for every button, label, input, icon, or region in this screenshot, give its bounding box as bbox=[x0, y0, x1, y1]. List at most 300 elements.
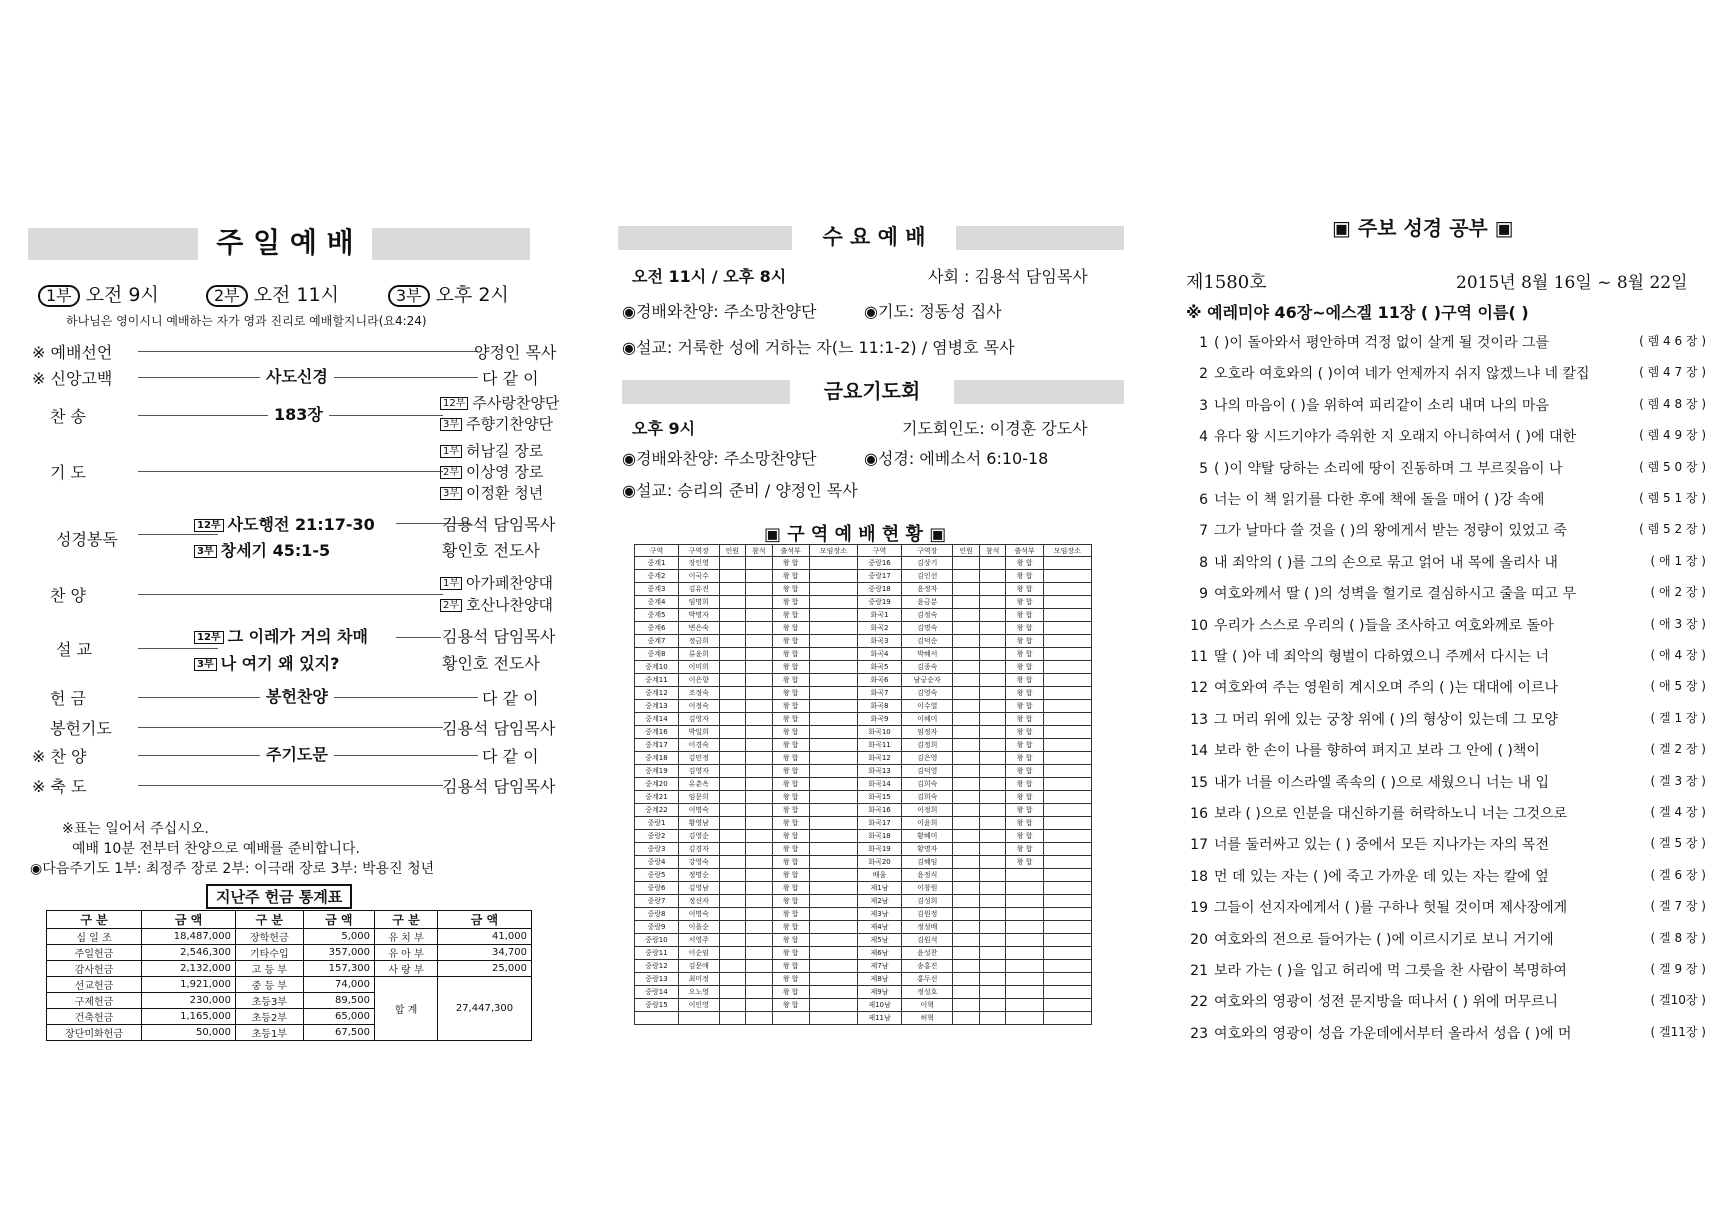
district-roll: 왕 합 bbox=[772, 739, 809, 752]
district-attend bbox=[746, 765, 773, 778]
order-right-line bbox=[440, 594, 553, 615]
district-row bbox=[635, 908, 1092, 921]
district-place bbox=[1043, 856, 1091, 869]
service-time-2-text: 오전 11시 bbox=[253, 284, 339, 306]
district-count bbox=[719, 921, 746, 934]
study-question bbox=[1186, 489, 1706, 509]
district-row bbox=[635, 934, 1092, 947]
question-number: 3 bbox=[1199, 397, 1208, 414]
district-count bbox=[953, 973, 980, 986]
district-name: 중계1 bbox=[635, 557, 679, 570]
district-attend bbox=[979, 583, 1006, 596]
district-roll: 왕 합 bbox=[1006, 791, 1043, 804]
district-place bbox=[809, 713, 857, 726]
district-attend bbox=[746, 817, 773, 830]
district-leader: 김희숙 bbox=[902, 778, 953, 791]
district-roll: 왕 합 bbox=[1006, 557, 1043, 570]
district-count bbox=[719, 739, 746, 752]
district-attend bbox=[979, 999, 1006, 1012]
district-leader: 이을순 bbox=[678, 921, 719, 934]
district-leader: 김문애 bbox=[678, 960, 719, 973]
district-count bbox=[719, 713, 746, 726]
district-count bbox=[953, 856, 980, 869]
district-leader: 이은향 bbox=[678, 674, 719, 687]
district-roll: 왕 합 bbox=[1006, 687, 1043, 700]
district-row bbox=[635, 700, 1092, 713]
district-attend bbox=[979, 986, 1006, 999]
question-number: 4 bbox=[1199, 429, 1208, 446]
district-attend bbox=[746, 596, 773, 609]
district-attend bbox=[979, 817, 1006, 830]
district-place bbox=[809, 583, 857, 596]
district-roll: 왕 합 bbox=[772, 908, 809, 921]
district-leader: 윤정식 bbox=[902, 869, 953, 882]
order-right-text: 주사랑찬양단 bbox=[472, 394, 560, 412]
district-place bbox=[1043, 869, 1091, 882]
district-roll bbox=[1006, 960, 1043, 973]
order-center: 주기도문 bbox=[260, 742, 334, 765]
question-reference: ( 겔11장 ) bbox=[1650, 1024, 1706, 1039]
district-roll: 왕 합 bbox=[772, 661, 809, 674]
district-count bbox=[953, 921, 980, 934]
district-place bbox=[1043, 908, 1091, 921]
question-reference: ( 렘 4 8 장 ) bbox=[1639, 396, 1706, 411]
district-roll bbox=[1006, 947, 1043, 960]
district-count bbox=[719, 570, 746, 583]
district-name: 중계4 bbox=[635, 596, 679, 609]
district-name: 중계19 bbox=[635, 765, 679, 778]
district-name: 화곡3 bbox=[858, 635, 902, 648]
district-row bbox=[635, 1012, 1092, 1025]
district-roll: 왕 합 bbox=[1006, 739, 1043, 752]
district-leader: 변은숙 bbox=[678, 622, 719, 635]
district-leader: 김은영 bbox=[902, 752, 953, 765]
offering-table bbox=[46, 910, 532, 1041]
district-leader: 임정자 bbox=[902, 726, 953, 739]
district-attend bbox=[979, 830, 1006, 843]
district-count bbox=[953, 739, 980, 752]
question-number: 11 bbox=[1190, 649, 1208, 665]
district-attend bbox=[746, 713, 773, 726]
district-row bbox=[635, 960, 1092, 973]
district-name: 중랑2 bbox=[635, 830, 679, 843]
study-question bbox=[1186, 615, 1706, 635]
district-attend bbox=[746, 895, 773, 908]
district-leader: 김덕순 bbox=[902, 635, 953, 648]
district-name: 중랑3 bbox=[635, 843, 679, 856]
service-time-3 bbox=[388, 280, 509, 307]
district-place bbox=[1043, 791, 1091, 804]
order-right: 김용석 담임목사 bbox=[442, 719, 556, 738]
district-place bbox=[809, 999, 857, 1012]
district-leader: 윤금분 bbox=[902, 596, 953, 609]
study-question bbox=[1186, 991, 1706, 1011]
part-badge: 2부 bbox=[440, 599, 462, 612]
district-name: 화곡6 bbox=[858, 674, 902, 687]
order-right-text: 허남길 장로 bbox=[466, 442, 544, 460]
district-place bbox=[809, 622, 857, 635]
question-reference: ( 겔 2 장 ) bbox=[1650, 742, 1706, 757]
offering-cell: 사 랑 부 bbox=[375, 961, 438, 977]
note-prepare: 예배 10분 전부터 찬양으로 예배를 준비합니다. bbox=[72, 841, 360, 857]
service-time-1 bbox=[38, 280, 159, 307]
order-right: 다 같 이 bbox=[482, 747, 539, 766]
offering-cell: 초등1부 bbox=[236, 1025, 304, 1041]
question-reference: ( 겔 4 장 ) bbox=[1650, 805, 1706, 819]
district-place bbox=[809, 557, 857, 570]
district-attend bbox=[979, 648, 1006, 661]
district-empty bbox=[635, 1012, 679, 1025]
question-text: 유다 왕 시드기야가 즉위한 지 오래지 아니하여서 ( )에 대한 bbox=[1214, 429, 1577, 446]
district-header: 모임장소 bbox=[809, 545, 857, 557]
district-roll: 왕 합 bbox=[772, 557, 809, 570]
district-leader: 김인선 bbox=[902, 570, 953, 583]
district-attend bbox=[979, 856, 1006, 869]
district-leader: 이정숙 bbox=[678, 700, 719, 713]
offering-header: 금 액 bbox=[437, 911, 531, 929]
district-attend bbox=[746, 622, 773, 635]
district-leader: 윤성찬 bbox=[902, 947, 953, 960]
order-line bbox=[194, 624, 368, 647]
district-leader: 유춘옥 bbox=[678, 778, 719, 791]
district-row bbox=[635, 648, 1092, 661]
district-name: 중랑19 bbox=[858, 596, 902, 609]
district-attend bbox=[746, 908, 773, 921]
district-roll: 왕 합 bbox=[772, 973, 809, 986]
district-count bbox=[953, 960, 980, 973]
district-roll: 왕 합 bbox=[772, 986, 809, 999]
question-text: 우리가 스스로 우리의 ( )들을 조사하고 여호와께로 돌아 bbox=[1214, 617, 1554, 634]
offering-header: 구 분 bbox=[236, 911, 304, 929]
district-attend bbox=[979, 934, 1006, 947]
district-count bbox=[719, 609, 746, 622]
district-roll: 왕 합 bbox=[1006, 843, 1043, 856]
district-row bbox=[635, 791, 1092, 804]
order-center: 183장 bbox=[268, 402, 329, 425]
district-row bbox=[635, 596, 1092, 609]
note-next-prayer: ◉다음주기도 1부: 최정주 장로 2부: 이극래 장로 3부: 박용진 청년 bbox=[30, 861, 435, 877]
district-attend bbox=[746, 583, 773, 596]
district-leader: 정금희 bbox=[678, 635, 719, 648]
district-row bbox=[635, 921, 1092, 934]
district-leader: 김덕영 bbox=[902, 765, 953, 778]
district-roll: 왕 합 bbox=[772, 583, 809, 596]
district-name: 제7남 bbox=[858, 960, 902, 973]
district-name: 제2남 bbox=[858, 895, 902, 908]
district-count bbox=[953, 908, 980, 921]
district-roll: 왕 합 bbox=[1006, 830, 1043, 843]
friday-time: 오후 9시 bbox=[632, 419, 696, 438]
district-name: 중계13 bbox=[635, 700, 679, 713]
question-reference: ( 겔 1 장 ) bbox=[1650, 710, 1706, 725]
district-attend bbox=[746, 830, 773, 843]
district-roll: 왕 합 bbox=[1006, 583, 1043, 596]
offering-header: 구 분 bbox=[375, 911, 438, 929]
question-reference: ( 겔 7 장 ) bbox=[1650, 899, 1706, 914]
offering-cell: 2,546,300 bbox=[142, 945, 236, 961]
district-count bbox=[719, 700, 746, 713]
district-leader: 최미정 bbox=[678, 973, 719, 986]
question-number: 14 bbox=[1190, 743, 1208, 760]
district-count bbox=[719, 973, 746, 986]
offering-total-label: 합 계 bbox=[375, 977, 438, 1041]
question-number: 7 bbox=[1199, 523, 1208, 540]
order-line bbox=[194, 538, 330, 561]
question-reference: ( 겔 3 장 ) bbox=[1650, 773, 1706, 788]
order-right-text: 주향기찬양단 bbox=[466, 415, 553, 433]
district-count bbox=[953, 596, 980, 609]
order-center: 봉헌찬양 bbox=[260, 684, 334, 707]
district-count bbox=[953, 895, 980, 908]
district-leader: 장인영 bbox=[678, 557, 719, 570]
district-place bbox=[809, 648, 857, 661]
district-attend bbox=[979, 713, 1006, 726]
district-place bbox=[1043, 648, 1091, 661]
district-name: 화곡12 bbox=[858, 752, 902, 765]
district-name: 배울 bbox=[858, 869, 902, 882]
district-place bbox=[809, 765, 857, 778]
order-line bbox=[194, 512, 375, 535]
order-right: 황인호 전도사 bbox=[442, 541, 540, 560]
part-badge: 12부 bbox=[194, 631, 224, 644]
order-right: 김용석 담임목사 bbox=[442, 627, 556, 646]
district-place bbox=[1043, 804, 1091, 817]
district-row bbox=[635, 570, 1092, 583]
district-name: 화곡11 bbox=[858, 739, 902, 752]
district-count bbox=[719, 557, 746, 570]
district-header: 구역 bbox=[635, 545, 679, 557]
district-leader: 황영남 bbox=[678, 817, 719, 830]
district-place bbox=[1043, 700, 1091, 713]
offering-cell: 장단미화헌금 bbox=[47, 1025, 142, 1041]
district-roll: 왕 합 bbox=[1006, 856, 1043, 869]
part-badge: 3부 bbox=[440, 418, 462, 431]
district-leader: 조정숙 bbox=[678, 687, 719, 700]
district-leader: 이인영 bbox=[678, 999, 719, 1012]
district-roll bbox=[1006, 921, 1043, 934]
district-roll: 왕 합 bbox=[772, 570, 809, 583]
study-question bbox=[1186, 1023, 1706, 1043]
district-place bbox=[1043, 609, 1091, 622]
offering-cell: 157,300 bbox=[303, 961, 374, 977]
study-question bbox=[1186, 646, 1706, 666]
question-reference: ( 렘 4 7 장 ) bbox=[1639, 365, 1706, 380]
district-name: 중계3 bbox=[635, 583, 679, 596]
district-attend bbox=[979, 1012, 1006, 1025]
district-name: 중계8 bbox=[635, 648, 679, 661]
question-number: 13 bbox=[1190, 711, 1208, 728]
district-row bbox=[635, 674, 1092, 687]
study-question bbox=[1186, 395, 1706, 415]
offering-cell: 74,000 bbox=[303, 977, 374, 993]
district-count bbox=[719, 830, 746, 843]
order-right-line bbox=[440, 413, 553, 434]
district-leader: 임명희 bbox=[678, 596, 719, 609]
study-question bbox=[1186, 583, 1706, 603]
order-right-text: 이상영 장로 bbox=[466, 463, 544, 481]
question-number: 16 bbox=[1190, 806, 1208, 822]
offering-cell: 장학헌금 bbox=[236, 929, 304, 945]
district-count bbox=[953, 882, 980, 895]
district-header: 인원 bbox=[953, 545, 980, 557]
district-name: 중랑18 bbox=[858, 583, 902, 596]
district-name: 화곡2 bbox=[858, 622, 902, 635]
district-roll bbox=[1006, 973, 1043, 986]
district-place bbox=[1043, 817, 1091, 830]
district-attend bbox=[746, 752, 773, 765]
district-count bbox=[953, 1012, 980, 1025]
district-count bbox=[953, 778, 980, 791]
question-text: 그 머리 위에 있는 궁창 위에 ( )의 형상이 있는데 그 모양 bbox=[1214, 711, 1558, 728]
wednesday-title-bar bbox=[618, 226, 1124, 250]
district-place bbox=[809, 882, 857, 895]
district-count bbox=[719, 843, 746, 856]
study-question bbox=[1186, 897, 1706, 917]
district-roll: 왕 합 bbox=[772, 791, 809, 804]
district-attend bbox=[979, 609, 1006, 622]
part-badge: 1부 bbox=[440, 577, 462, 590]
district-roll: 왕 합 bbox=[1006, 596, 1043, 609]
district-count bbox=[953, 804, 980, 817]
district-roll: 왕 합 bbox=[1006, 778, 1043, 791]
offering-cell: 34,700 bbox=[437, 945, 531, 961]
district-leader: 김유진 bbox=[678, 583, 719, 596]
district-count bbox=[719, 765, 746, 778]
service-time-3-text: 오후 2시 bbox=[435, 284, 509, 306]
district-attend bbox=[746, 557, 773, 570]
district-roll: 왕 합 bbox=[772, 947, 809, 960]
district-count bbox=[719, 986, 746, 999]
offering-header: 구 분 bbox=[47, 911, 142, 929]
district-count bbox=[719, 960, 746, 973]
district-row bbox=[635, 817, 1092, 830]
district-leader: 정성호 bbox=[902, 986, 953, 999]
district-count bbox=[719, 895, 746, 908]
service-badge-2: 2부 bbox=[206, 285, 248, 307]
district-leader: 이순임 bbox=[678, 947, 719, 960]
district-count bbox=[719, 596, 746, 609]
district-leader: 김상기 bbox=[902, 557, 953, 570]
district-place bbox=[809, 635, 857, 648]
district-name: 제1남 bbox=[858, 882, 902, 895]
sunday-title: 주 일 예 배 bbox=[198, 226, 372, 260]
district-row bbox=[635, 999, 1092, 1012]
district-count bbox=[953, 765, 980, 778]
district-roll bbox=[1006, 986, 1043, 999]
study-question bbox=[1186, 866, 1706, 886]
study-question bbox=[1186, 520, 1706, 540]
district-place bbox=[1043, 778, 1091, 791]
dotted-leader bbox=[138, 594, 443, 595]
dotted-leader bbox=[138, 471, 443, 472]
order-right-text: 호산나찬양대 bbox=[466, 596, 553, 614]
district-roll: 왕 합 bbox=[772, 999, 809, 1012]
order-label: ※ 신앙고백 bbox=[32, 369, 113, 388]
district-leader: 김민정 bbox=[678, 752, 719, 765]
district-leader: 이명숙 bbox=[678, 804, 719, 817]
district-name: 화곡15 bbox=[858, 791, 902, 804]
district-place bbox=[1043, 973, 1091, 986]
district-place bbox=[1043, 596, 1091, 609]
district-row bbox=[635, 895, 1092, 908]
district-place bbox=[1043, 934, 1091, 947]
district-attend bbox=[746, 609, 773, 622]
district-roll: 왕 합 bbox=[772, 609, 809, 622]
district-attend bbox=[979, 570, 1006, 583]
district-roll: 왕 합 bbox=[772, 596, 809, 609]
district-count bbox=[953, 934, 980, 947]
dotted-leader bbox=[138, 727, 443, 728]
question-text: 여호와의 전으로 들어가는 ( )에 이르시기로 보니 거기에 bbox=[1214, 931, 1554, 948]
district-name: 중랑10 bbox=[635, 934, 679, 947]
offering-cell: 구제헌금 bbox=[47, 993, 142, 1009]
question-number: 1 bbox=[1199, 335, 1208, 351]
district-count bbox=[719, 908, 746, 921]
study-question bbox=[1186, 929, 1706, 949]
district-place bbox=[1043, 583, 1091, 596]
part-badge: 1부 bbox=[440, 445, 462, 458]
district-name: 화곡16 bbox=[858, 804, 902, 817]
question-number: 9 bbox=[1199, 586, 1208, 603]
wednesday-praise: ◉경배와찬양: 주소망찬양단 bbox=[622, 302, 817, 321]
district-place bbox=[809, 895, 857, 908]
district-name: 중계17 bbox=[635, 739, 679, 752]
district-count bbox=[953, 791, 980, 804]
district-leader: 황혜미 bbox=[902, 830, 953, 843]
offering-cell: 십 일 조 bbox=[47, 929, 142, 945]
offering-cell: 50,000 bbox=[142, 1025, 236, 1041]
district-attend bbox=[746, 999, 773, 1012]
part-badge: 12부 bbox=[194, 519, 224, 532]
district-attend bbox=[746, 843, 773, 856]
district-name: 중계2 bbox=[635, 570, 679, 583]
district-row bbox=[635, 609, 1092, 622]
district-count bbox=[953, 986, 980, 999]
district-name: 중랑12 bbox=[635, 960, 679, 973]
question-number: 2 bbox=[1199, 366, 1208, 383]
district-row bbox=[635, 726, 1092, 739]
offering-cell: 초등3부 bbox=[236, 993, 304, 1009]
district-row bbox=[635, 947, 1092, 960]
district-count bbox=[953, 609, 980, 622]
district-name: 화곡18 bbox=[858, 830, 902, 843]
study-question bbox=[1186, 772, 1706, 792]
question-reference: ( 렘 5 1 장 ) bbox=[1639, 491, 1706, 505]
district-name: 제10남 bbox=[858, 999, 902, 1012]
district-attend bbox=[746, 726, 773, 739]
question-text: 보라 가는 ( )을 입고 허리에 먹 그릇을 찬 사람이 복명하여 bbox=[1214, 963, 1567, 979]
offering-cell: 89,500 bbox=[303, 993, 374, 1009]
offering-cell: 감사헌금 bbox=[47, 961, 142, 977]
district-attend bbox=[746, 960, 773, 973]
district-attend bbox=[746, 934, 773, 947]
offering-cell: 357,000 bbox=[303, 945, 374, 961]
question-text: ( )이 약탈 당하는 소리에 땅이 진동하며 그 부르짖음이 나 bbox=[1214, 460, 1563, 477]
issue-number: 제1580호 bbox=[1186, 272, 1267, 293]
question-text: 보라 ( )으로 인분을 대신하기를 허락하노니 너는 그것으로 bbox=[1214, 806, 1568, 822]
district-attend bbox=[746, 804, 773, 817]
district-header: 출석부 bbox=[772, 545, 809, 557]
offering-cell: 초등2부 bbox=[236, 1009, 304, 1025]
district-roll: 왕 합 bbox=[1006, 622, 1043, 635]
order-right-line bbox=[440, 461, 543, 482]
district-empty bbox=[719, 1012, 746, 1025]
question-number: 5 bbox=[1199, 460, 1208, 477]
district-count bbox=[719, 661, 746, 674]
district-row bbox=[635, 778, 1092, 791]
question-reference: ( 애 2 장 ) bbox=[1650, 585, 1706, 600]
district-place bbox=[809, 856, 857, 869]
